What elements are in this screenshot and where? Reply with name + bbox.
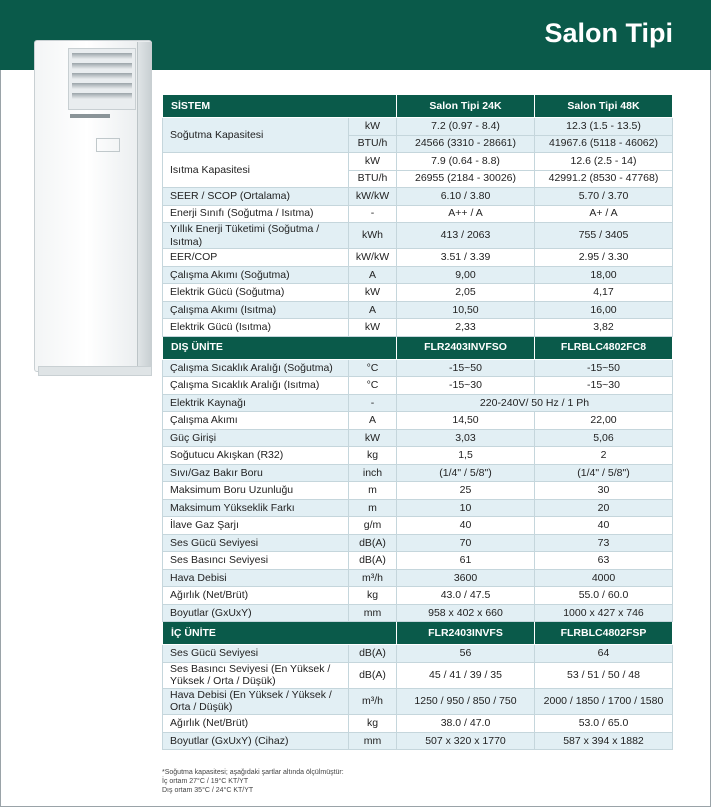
table-row xyxy=(163,429,673,447)
row-value-24k: 7.2 (0.97 - 8.4) xyxy=(397,118,535,136)
column-header: Salon Tipi 24K xyxy=(397,95,535,118)
row-value-48k: 53.0 / 65.0 xyxy=(535,715,673,733)
row-label: Çalışma Sıcaklık Aralığı (Soğutma) xyxy=(163,359,349,377)
row-label: Maksimum Boru Uzunluğu xyxy=(163,482,349,500)
row-label: Sıvı/Gaz Bakır Boru xyxy=(163,464,349,482)
row-value-24k: 1250 / 950 / 850 / 750 xyxy=(397,688,535,714)
row-unit: kWh xyxy=(349,223,397,249)
row-unit: A xyxy=(349,266,397,284)
row-unit: BTU/h xyxy=(349,170,397,188)
row-label: Çalışma Akımı (Isıtma) xyxy=(163,301,349,319)
row-value-24k: -15~50 xyxy=(397,359,535,377)
row-unit: kW xyxy=(349,319,397,337)
row-value-24k: 24566 (3310 - 28661) xyxy=(397,135,535,153)
row-value-24k: 45 / 41 / 39 / 35 xyxy=(397,662,535,688)
row-unit: m xyxy=(349,482,397,500)
row-value-48k: 42991.2 (8530 - 47768) xyxy=(535,170,673,188)
row-unit: dB(A) xyxy=(349,662,397,688)
row-value-48k: -15~30 xyxy=(535,377,673,395)
footnote xyxy=(162,769,562,795)
row-value-48k: 4000 xyxy=(535,569,673,587)
row-unit: kg xyxy=(349,715,397,733)
table-row xyxy=(163,319,673,337)
row-value-24k: 2,33 xyxy=(397,319,535,337)
row-unit: - xyxy=(349,205,397,223)
row-value-24k: 3.51 / 3.39 xyxy=(397,249,535,267)
table-row xyxy=(163,118,673,136)
row-unit: A xyxy=(349,412,397,430)
footnote-line-2: İç ortam 27°C / 19°C KT/YT xyxy=(162,777,249,785)
footnote-line-1: *Soğutma kapasitesi; aşağıdaki şartlar altında ölçülmüştür: xyxy=(162,769,344,776)
row-unit: m³/h xyxy=(349,569,397,587)
table-row xyxy=(163,412,673,430)
table-row xyxy=(163,153,673,171)
row-value-24k: 26955 (2184 - 30026) xyxy=(397,170,535,188)
row-value-48k: (1/4" / 5/8") xyxy=(535,464,673,482)
row-value-48k: 587 x 394 x 1882 xyxy=(535,732,673,750)
row-value-24k: (1/4" / 5/8") xyxy=(397,464,535,482)
row-value-48k: 5,06 xyxy=(535,429,673,447)
table-row xyxy=(163,662,673,688)
row-unit: A xyxy=(349,301,397,319)
row-label: Ses Basıncı Seviyesi (En Yüksek / Yüksek / Orta / Düşük) xyxy=(163,662,349,688)
row-unit: kW xyxy=(349,118,397,136)
table-row xyxy=(163,552,673,570)
unit-base xyxy=(38,366,152,376)
table-row xyxy=(163,517,673,535)
column-header: FLR2403INVFSO xyxy=(397,336,535,359)
row-label: Boyutlar (GxUxY) xyxy=(163,604,349,622)
unit-logo xyxy=(70,114,110,118)
row-value-48k: 30 xyxy=(535,482,673,500)
row-value-24k: -15~30 xyxy=(397,377,535,395)
row-value: 220-240V/ 50 Hz / 1 Ph xyxy=(397,394,673,412)
table-row xyxy=(163,645,673,663)
row-value-24k: 40 xyxy=(397,517,535,535)
section-title: İÇ ÜNİTE xyxy=(163,622,397,645)
row-unit: m³/h xyxy=(349,688,397,714)
table-row xyxy=(163,377,673,395)
row-value-48k: 2.95 / 3.30 xyxy=(535,249,673,267)
section-title: DIŞ ÜNİTE xyxy=(163,336,397,359)
row-label: Soğutma Kapasitesi xyxy=(163,118,349,153)
section-header xyxy=(163,336,673,359)
row-label: Yıllık Enerji Tüketimi (Soğutma / Isıtma) xyxy=(163,223,349,249)
row-unit: m xyxy=(349,499,397,517)
row-label: Ses Gücü Seviyesi xyxy=(163,645,349,663)
row-value-24k: 6.10 / 3.80 xyxy=(397,188,535,206)
row-value-24k: 61 xyxy=(397,552,535,570)
row-value-24k: 9,00 xyxy=(397,266,535,284)
air-conditioner-illustration xyxy=(34,40,152,375)
row-label: SEER / SCOP (Ortalama) xyxy=(163,188,349,206)
table-row xyxy=(163,715,673,733)
row-value-48k: 12.6 (2.5 - 14) xyxy=(535,153,673,171)
row-value-48k: 73 xyxy=(535,534,673,552)
row-label: Hava Debisi xyxy=(163,569,349,587)
row-value-48k: 755 / 3405 xyxy=(535,223,673,249)
row-unit: kW/kW xyxy=(349,249,397,267)
page-title: Salon Tipi xyxy=(544,18,673,48)
row-label: Soğutucu Akışkan (R32) xyxy=(163,447,349,465)
row-value-24k: 3,03 xyxy=(397,429,535,447)
table-row xyxy=(163,482,673,500)
row-unit: dB(A) xyxy=(349,645,397,663)
row-unit: dB(A) xyxy=(349,534,397,552)
table-row xyxy=(163,499,673,517)
row-value-48k: 41967.6 (5118 - 46062) xyxy=(535,135,673,153)
row-value-48k: 53 / 51 / 50 / 48 xyxy=(535,662,673,688)
row-unit: mm xyxy=(349,732,397,750)
row-value-48k: 63 xyxy=(535,552,673,570)
row-value-24k: 958 x 402 x 660 xyxy=(397,604,535,622)
table-row xyxy=(163,447,673,465)
table-row xyxy=(163,464,673,482)
row-value-48k: -15~50 xyxy=(535,359,673,377)
unit-side-panel xyxy=(137,42,152,368)
row-unit: mm xyxy=(349,604,397,622)
row-label: Hava Debisi (En Yüksek / Yüksek / Orta / Düşük) xyxy=(163,688,349,714)
row-label: Elektrik Gücü (Soğutma) xyxy=(163,284,349,302)
section-header xyxy=(163,95,673,118)
row-unit: kW xyxy=(349,284,397,302)
row-label: EER/COP xyxy=(163,249,349,267)
row-value-24k: 10,50 xyxy=(397,301,535,319)
row-value-24k: 25 xyxy=(397,482,535,500)
row-label: Ağırlık (Net/Brüt) xyxy=(163,587,349,605)
table-row xyxy=(163,732,673,750)
row-value-24k: 56 xyxy=(397,645,535,663)
row-label: Çalışma Akımı (Soğutma) xyxy=(163,266,349,284)
row-value-24k: 70 xyxy=(397,534,535,552)
row-value-24k: 3600 xyxy=(397,569,535,587)
row-unit: °C xyxy=(349,377,397,395)
row-label: Elektrik Gücü (Isıtma) xyxy=(163,319,349,337)
row-value-24k: 413 / 2063 xyxy=(397,223,535,249)
row-label: Güç Girişi xyxy=(163,429,349,447)
row-value-24k: 2,05 xyxy=(397,284,535,302)
row-label: Isıtma Kapasitesi xyxy=(163,153,349,188)
row-unit: kW/kW xyxy=(349,188,397,206)
row-label: İlave Gaz Şarjı xyxy=(163,517,349,535)
row-unit: dB(A) xyxy=(349,552,397,570)
table-row xyxy=(163,534,673,552)
table-row xyxy=(163,266,673,284)
row-value-24k: A++ / A xyxy=(397,205,535,223)
row-value-24k: 14,50 xyxy=(397,412,535,430)
row-value-48k: 20 xyxy=(535,499,673,517)
section-title: SİSTEM xyxy=(163,95,397,118)
table-row xyxy=(163,394,673,412)
column-header: FLRBLC4802FSP xyxy=(535,622,673,645)
row-unit: BTU/h xyxy=(349,135,397,153)
table-row xyxy=(163,249,673,267)
row-value-48k: 64 xyxy=(535,645,673,663)
row-label: Boyutlar (GxUxY) (Cihaz) xyxy=(163,732,349,750)
row-value-24k: 7.9 (0.64 - 8.8) xyxy=(397,153,535,171)
unit-air-grille xyxy=(68,48,136,110)
row-value-24k: 43.0 / 47.5 xyxy=(397,587,535,605)
table-row xyxy=(163,188,673,206)
spec-table xyxy=(162,94,673,750)
footnote-line-3: Dış ortam 35°C / 24°C KT/YT xyxy=(162,786,254,794)
row-value-48k: A+ / A xyxy=(535,205,673,223)
row-value-48k: 22,00 xyxy=(535,412,673,430)
row-value-48k: 55.0 / 60.0 xyxy=(535,587,673,605)
row-unit: °C xyxy=(349,359,397,377)
row-value-48k: 1000 x 427 x 746 xyxy=(535,604,673,622)
row-value-48k: 40 xyxy=(535,517,673,535)
row-label: Maksimum Yükseklik Farkı xyxy=(163,499,349,517)
row-label: Çalışma Sıcaklık Aralığı (Isıtma) xyxy=(163,377,349,395)
table-row xyxy=(163,604,673,622)
row-value-48k: 5.70 / 3.70 xyxy=(535,188,673,206)
row-unit: kg xyxy=(349,587,397,605)
row-value-48k: 4,17 xyxy=(535,284,673,302)
row-unit: kW xyxy=(349,153,397,171)
row-label: Çalışma Akımı xyxy=(163,412,349,430)
table-row xyxy=(163,359,673,377)
row-label: Enerji Sınıfı (Soğutma / Isıtma) xyxy=(163,205,349,223)
table-row xyxy=(163,205,673,223)
table-row xyxy=(163,301,673,319)
row-value-24k: 507 x 320 x 1770 xyxy=(397,732,535,750)
unit-display-panel xyxy=(96,138,120,152)
row-unit: kW xyxy=(349,429,397,447)
row-value-24k: 10 xyxy=(397,499,535,517)
table-row xyxy=(163,688,673,714)
row-label: Ağırlık (Net/Brüt) xyxy=(163,715,349,733)
column-header: Salon Tipi 48K xyxy=(535,95,673,118)
row-unit: kg xyxy=(349,447,397,465)
row-label: Elektrik Kaynağı xyxy=(163,394,349,412)
row-unit: g/m xyxy=(349,517,397,535)
section-header xyxy=(163,622,673,645)
row-value-48k: 12.3 (1.5 - 13.5) xyxy=(535,118,673,136)
table-row xyxy=(163,223,673,249)
table-row xyxy=(163,284,673,302)
table-row xyxy=(163,569,673,587)
column-header: FLRBLC4802FC8 xyxy=(535,336,673,359)
row-value-48k: 2000 / 1850 / 1700 / 1580 xyxy=(535,688,673,714)
table-row xyxy=(163,587,673,605)
row-unit: inch xyxy=(349,464,397,482)
row-unit: - xyxy=(349,394,397,412)
row-value-48k: 3,82 xyxy=(535,319,673,337)
row-label: Ses Basıncı Seviyesi xyxy=(163,552,349,570)
row-value-48k: 18,00 xyxy=(535,266,673,284)
row-value-24k: 38.0 / 47.0 xyxy=(397,715,535,733)
row-value-48k: 16,00 xyxy=(535,301,673,319)
row-value-24k: 1,5 xyxy=(397,447,535,465)
row-label: Ses Gücü Seviyesi xyxy=(163,534,349,552)
row-value-48k: 2 xyxy=(535,447,673,465)
column-header: FLR2403INVFS xyxy=(397,622,535,645)
